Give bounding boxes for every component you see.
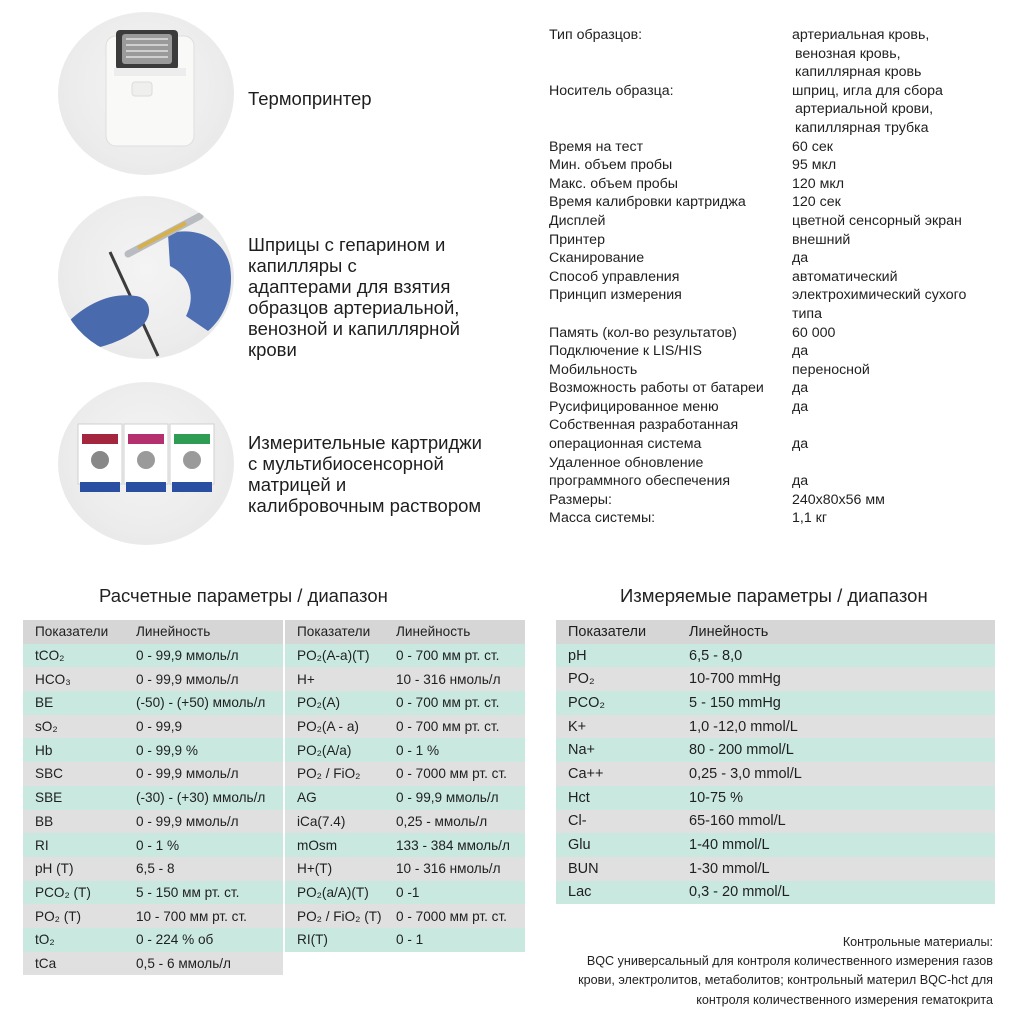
table-row xyxy=(23,833,525,857)
spec-value-line: да xyxy=(792,380,809,397)
spec-key xyxy=(549,509,792,528)
spec-value-line: 95 мкл xyxy=(792,157,837,174)
spec-key-line: Время калибровки картриджа xyxy=(549,194,746,211)
control-materials-title: Контрольные материалы: xyxy=(842,935,993,949)
table-cell: 0 - 700 мм рт. ст. xyxy=(384,644,525,668)
spec-value-line: венозная кровь, xyxy=(795,45,901,62)
table-cell: 1,0 -12,0 mmol/L xyxy=(677,715,995,739)
table-cell: PO₂(A-a)(T) xyxy=(284,644,384,668)
measured-params-title: Измеряемые параметры / диапазон xyxy=(620,585,928,606)
column-header: Показатели xyxy=(284,620,384,644)
spec-key xyxy=(549,231,792,250)
spec-key xyxy=(549,26,792,82)
caption-line: образцов артериальной, xyxy=(248,297,460,318)
table-cell: pH (T) xyxy=(23,857,124,881)
table-cell: pH xyxy=(556,644,677,668)
printer-photo xyxy=(58,12,234,175)
table-cell: (-30) - (+30) ммоль/л xyxy=(124,786,284,810)
spec-value xyxy=(792,26,1009,82)
spec-value xyxy=(792,324,1009,343)
table-cell: 0 - 224 % об xyxy=(124,928,284,952)
spec-value-line: 1,1 кг xyxy=(792,510,828,527)
spec-value xyxy=(792,268,1009,287)
spec-value-line: да xyxy=(792,343,809,360)
spec-key-line: Возможность работы от батареи xyxy=(549,380,764,397)
table-cell: 5 - 150 mmHg xyxy=(677,691,995,715)
table-cell: H+ xyxy=(284,667,384,691)
table-cell: mOsm xyxy=(284,833,384,857)
spec-value-line: 60 000 xyxy=(792,324,836,341)
spec-key-line: Масса системы: xyxy=(549,510,656,527)
table-cell: 80 - 200 mmol/L xyxy=(677,738,995,762)
spec-value xyxy=(792,138,1009,157)
table-cell: 0 - 700 мм рт. ст. xyxy=(384,715,525,739)
table-cell: 0 - 7000 мм рт. ст. xyxy=(384,904,525,928)
control-materials xyxy=(578,933,993,1010)
table-row xyxy=(23,762,525,786)
table-cell: PO₂(A - a) xyxy=(284,715,384,739)
spec-row xyxy=(549,138,1009,157)
table-row xyxy=(556,810,995,834)
spec-key xyxy=(549,138,792,157)
spec-value xyxy=(792,231,1009,250)
spec-value xyxy=(792,175,1009,194)
caption-line: венозной и капиллярной xyxy=(248,318,461,339)
spec-value-line: 120 мкл xyxy=(792,175,845,192)
table-row xyxy=(23,644,525,668)
spec-row xyxy=(549,379,1009,398)
spec-value-line: да xyxy=(792,250,809,267)
spec-key-line: Дисплей xyxy=(549,212,606,229)
spec-value-line xyxy=(792,454,1009,473)
table-row xyxy=(23,810,525,834)
specifications-list xyxy=(549,26,1009,528)
table-cell: 0 - 7000 мм рт. ст. xyxy=(384,762,525,786)
table-cell: 10 - 316 нмоль/л xyxy=(384,857,525,881)
spec-key-line: Русифицированное меню xyxy=(549,398,719,415)
table-cell: 65-160 mmol/L xyxy=(677,810,995,834)
table-cell: 0 - 99,9 ммоль/л xyxy=(124,810,284,834)
spec-value xyxy=(792,379,1009,398)
spec-key-line: Собственная разработанная xyxy=(549,417,739,434)
table-cell: 133 - 384 ммоль/л xyxy=(384,833,525,857)
table-row xyxy=(23,881,525,905)
column-header: Линейность xyxy=(677,620,995,644)
spec-key-line: операционная система xyxy=(549,436,702,453)
table-cell: PO₂(A/a) xyxy=(284,738,384,762)
caption-line: Измерительные картриджи xyxy=(248,432,482,453)
table-cell: 6,5 - 8,0 xyxy=(677,644,995,668)
spec-value xyxy=(792,212,1009,231)
spec-key-line: Сканирование xyxy=(549,250,645,267)
printer-caption xyxy=(248,88,372,109)
spec-value xyxy=(792,156,1009,175)
table-cell: Hb xyxy=(23,738,124,762)
spec-value-line: капиллярная трубка xyxy=(795,119,929,136)
table-cell: PO₂(A) xyxy=(284,691,384,715)
spec-value-line: 120 сек xyxy=(792,194,841,211)
spec-key-line: Размеры: xyxy=(549,491,612,508)
table-cell: 5 - 150 мм рт. ст. xyxy=(124,881,284,905)
spec-key-line: Подключение к LIS/HIS xyxy=(549,343,702,360)
table-cell: 1-40 mmol/L xyxy=(677,833,995,857)
spec-key-line: Тип образцов: xyxy=(549,27,643,43)
spec-key xyxy=(549,491,792,510)
spec-row xyxy=(549,416,1009,453)
control-materials-line: BQC универсальный для контроля количественного измерения газов xyxy=(586,954,993,969)
spec-value xyxy=(792,416,1009,453)
spec-key-line: Носитель образца: xyxy=(549,82,674,99)
table-row xyxy=(556,738,995,762)
table-cell: 6,5 - 8 xyxy=(124,857,284,881)
spec-key xyxy=(549,175,792,194)
table-cell: AG xyxy=(284,786,384,810)
table-cell: SBE xyxy=(23,786,124,810)
spec-key xyxy=(549,324,792,343)
table-cell: 1-30 mmol/L xyxy=(677,857,995,881)
syringes-caption xyxy=(248,234,460,360)
table-cell: PCO₂ (T) xyxy=(23,881,124,905)
spec-key-line: Мобильность xyxy=(549,361,638,378)
spec-value-line: артериальной крови, xyxy=(795,101,934,118)
table-cell: RI xyxy=(23,833,124,857)
table-row xyxy=(556,691,995,715)
spec-row xyxy=(549,175,1009,194)
spec-row xyxy=(549,361,1009,380)
table-cell: PO₂ (T) xyxy=(23,904,124,928)
spec-key xyxy=(549,416,792,453)
table-cell: BB xyxy=(23,810,124,834)
table-cell: PO₂ xyxy=(556,667,677,691)
table-cell: PCO₂ xyxy=(556,691,677,715)
table-cell: 0 - 1 xyxy=(384,928,525,952)
spec-value xyxy=(792,286,1009,323)
table-row xyxy=(23,786,525,810)
spec-key xyxy=(549,361,792,380)
spec-value-line: переносной xyxy=(792,361,870,378)
table-cell: Hct xyxy=(556,786,677,810)
spec-value-line: цветной сенсорный экран xyxy=(792,212,962,229)
spec-row xyxy=(549,82,1009,138)
caption-line: адаптерами для взятия xyxy=(248,276,451,297)
table-cell: SBC xyxy=(23,762,124,786)
spec-row xyxy=(549,212,1009,231)
caption-line: Шприцы с гепарином и xyxy=(248,234,446,255)
table-cell: 0 - 99,9 ммоль/л xyxy=(124,667,284,691)
table-cell: Cl- xyxy=(556,810,677,834)
table-row xyxy=(556,762,995,786)
cartridges-caption xyxy=(248,432,482,516)
spec-row xyxy=(549,193,1009,212)
table-row xyxy=(23,928,525,952)
caption-line: с мультибиосенсорной xyxy=(248,453,444,474)
spec-row xyxy=(549,509,1009,528)
spec-key-line: Способ управления xyxy=(549,268,680,285)
spec-value xyxy=(792,193,1009,212)
spec-value-line: капиллярная кровь xyxy=(795,64,922,81)
table-cell: PO₂ / FiO₂ xyxy=(284,762,384,786)
table-cell: H+(T) xyxy=(284,857,384,881)
table-cell: Ca++ xyxy=(556,762,677,786)
calc-params-title: Расчетные параметры / диапазон xyxy=(99,585,388,606)
table-row xyxy=(556,833,995,857)
spec-row xyxy=(549,342,1009,361)
table-cell: tCa xyxy=(23,952,124,976)
table-cell: 10-700 mmHg xyxy=(677,667,995,691)
table-row xyxy=(556,667,995,691)
table-cell: 10 - 316 нмоль/л xyxy=(384,667,525,691)
cartridges-photo xyxy=(58,382,234,545)
spec-key xyxy=(549,286,792,323)
table-cell: 0 - 1 % xyxy=(124,833,284,857)
table-cell: BUN xyxy=(556,857,677,881)
spec-key-line: Удаленное обновление xyxy=(549,454,704,471)
table-row xyxy=(556,857,995,881)
column-header: Показатели xyxy=(23,620,124,644)
spec-row xyxy=(549,268,1009,287)
table-cell: 10-75 % xyxy=(677,786,995,810)
table-row xyxy=(23,738,525,762)
table-cell: iCa(7.4) xyxy=(284,810,384,834)
table-cell: 0 - 99,9 xyxy=(124,715,284,739)
spec-value xyxy=(792,361,1009,380)
spec-value xyxy=(792,509,1009,528)
table-cell: 0 - 1 % xyxy=(384,738,525,762)
spec-row xyxy=(549,454,1009,491)
spec-row xyxy=(549,491,1009,510)
spec-value-line: внешний xyxy=(792,231,851,248)
table-row xyxy=(23,691,525,715)
table-cell: 0 - 700 мм рт. ст. xyxy=(384,691,525,715)
spec-key xyxy=(549,193,792,212)
column-header: Линейность xyxy=(384,620,525,644)
spec-key xyxy=(549,156,792,175)
table-cell xyxy=(284,952,384,976)
table-cell: 0 - 99,9 ммоль/л xyxy=(124,762,284,786)
column-header: Линейность xyxy=(124,620,284,644)
table-cell: 0,25 - 3,0 mmol/L xyxy=(677,762,995,786)
table-cell: 0,3 - 20 mmol/L xyxy=(677,881,995,905)
table-cell: tO₂ xyxy=(23,928,124,952)
table-row xyxy=(556,786,995,810)
spec-value xyxy=(792,491,1009,510)
caption-line: Термопринтер xyxy=(248,88,372,109)
table-row xyxy=(556,715,995,739)
spec-value-line: автоматический xyxy=(792,268,898,285)
table-cell: K+ xyxy=(556,715,677,739)
table-cell: PO₂(a/A)(T) xyxy=(284,881,384,905)
table-cell: RI(T) xyxy=(284,928,384,952)
table-cell: BE xyxy=(23,691,124,715)
spec-key-line: Мин. объем пробы xyxy=(549,157,673,174)
spec-value-line: шприц, игла для сбора xyxy=(792,82,943,99)
spec-key-line: Макс. объем пробы xyxy=(549,175,678,192)
spec-key-line: Память (кол-во результатов) xyxy=(549,324,737,341)
spec-value-line: артериальная кровь, xyxy=(792,27,930,43)
table-cell: PO₂ / FiO₂ (T) xyxy=(284,904,384,928)
table-row xyxy=(556,881,995,905)
table-cell: 0 -1 xyxy=(384,881,525,905)
spec-key xyxy=(549,249,792,268)
spec-value xyxy=(792,249,1009,268)
control-materials-line: контроля количественного измерения гематокрита xyxy=(696,992,993,1007)
spec-key xyxy=(549,454,792,491)
measured-params-table xyxy=(556,620,995,904)
table-cell: 0,5 - 6 ммоль/л xyxy=(124,952,284,976)
table-row xyxy=(23,667,525,691)
control-materials-line: крови, электролитов, метаболитов; контрольный материл BQC-hct для xyxy=(578,973,993,988)
spec-row xyxy=(549,249,1009,268)
spec-row xyxy=(549,286,1009,323)
spec-key-line: Время на тест xyxy=(549,138,644,155)
spec-value xyxy=(792,342,1009,361)
spec-key xyxy=(549,268,792,287)
spec-value-line: типа xyxy=(792,305,822,322)
spec-value-line: да xyxy=(792,398,809,415)
spec-value-line xyxy=(792,416,1009,435)
table-cell: 0 - 99,9 ммоль/л xyxy=(124,644,284,668)
table-row xyxy=(23,904,525,928)
table-row xyxy=(23,715,525,739)
calc-params-table xyxy=(23,620,525,975)
spec-row xyxy=(549,324,1009,343)
table-cell xyxy=(384,952,525,976)
spec-value xyxy=(792,398,1009,417)
table-cell: Na+ xyxy=(556,738,677,762)
table-cell: 0,25 - ммоль/л xyxy=(384,810,525,834)
table-cell: sO₂ xyxy=(23,715,124,739)
caption-line: матрицей и xyxy=(248,474,347,495)
column-header: Показатели xyxy=(556,620,677,644)
caption-line: крови xyxy=(248,339,297,360)
spec-row xyxy=(549,26,1009,82)
table-cell: Glu xyxy=(556,833,677,857)
spec-value-line: 60 сек xyxy=(792,138,833,155)
spec-key-line: программного обеспечения xyxy=(549,473,731,490)
spec-value-line: да xyxy=(792,436,809,453)
spec-key-line: Принцип измерения xyxy=(549,287,682,304)
spec-value xyxy=(792,82,1009,138)
spec-value xyxy=(792,454,1009,491)
spec-key xyxy=(549,398,792,417)
spec-key xyxy=(549,212,792,231)
spec-key xyxy=(549,379,792,398)
spec-value-line: электрохимический сухого xyxy=(792,287,967,304)
spec-value-line: да xyxy=(792,473,809,490)
spec-row xyxy=(549,156,1009,175)
spec-value-line: 240x80x56 мм xyxy=(792,491,885,508)
table-cell: 0 - 99,9 ммоль/л xyxy=(384,786,525,810)
table-cell: tCO₂ xyxy=(23,644,124,668)
table-cell: Lac xyxy=(556,881,677,905)
table-cell: 0 - 99,9 % xyxy=(124,738,284,762)
table-row xyxy=(23,857,525,881)
caption-line: капилляры с xyxy=(248,255,357,276)
spec-row xyxy=(549,231,1009,250)
table-cell: (-50) - (+50) ммоль/л xyxy=(124,691,284,715)
table-row xyxy=(556,644,995,668)
table-cell: HCO₃ xyxy=(23,667,124,691)
spec-key xyxy=(549,342,792,361)
table-cell: 10 - 700 мм рт. ст. xyxy=(124,904,284,928)
spec-key xyxy=(549,82,792,138)
caption-line: калибровочным раствором xyxy=(248,495,482,516)
spec-row xyxy=(549,398,1009,417)
table-row xyxy=(23,952,525,976)
syringes-photo xyxy=(58,196,234,359)
spec-key-line: Принтер xyxy=(549,231,605,248)
